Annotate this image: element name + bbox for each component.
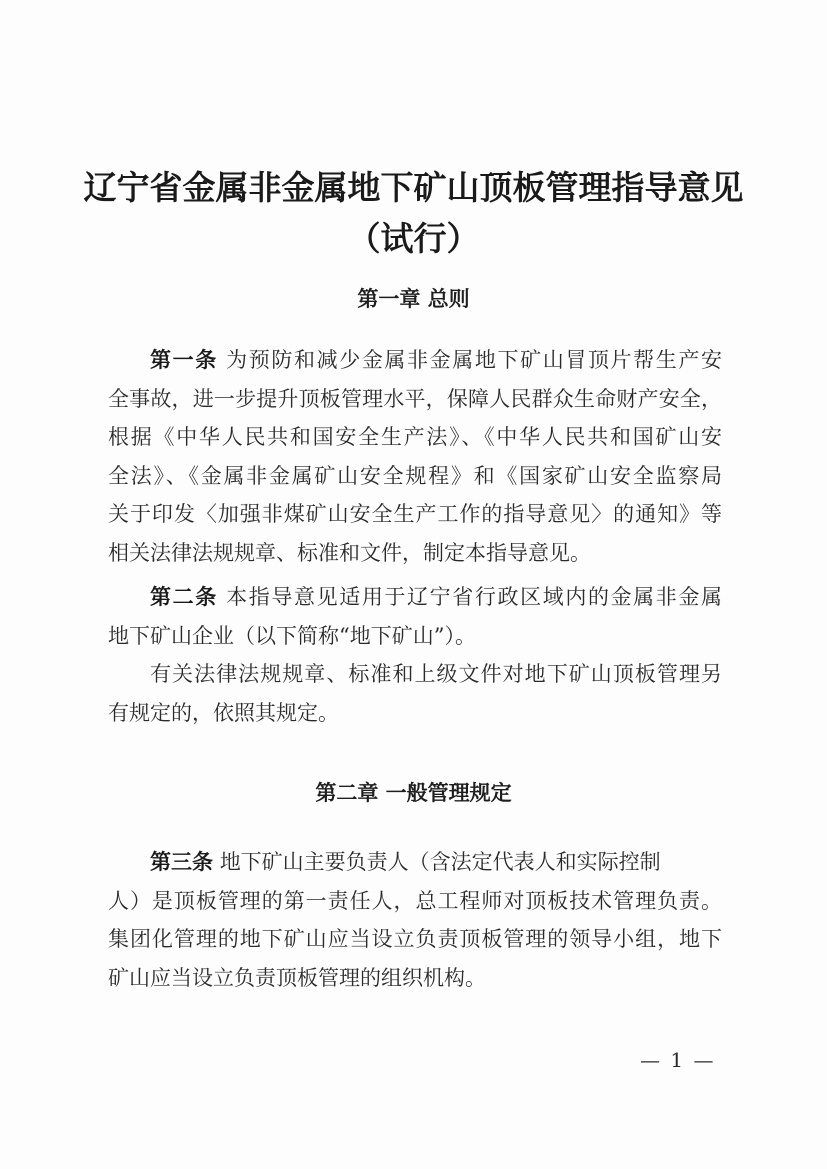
text-line: 有规定的，依照其规定。 [108, 700, 339, 725]
article-label: 第二条 [150, 584, 218, 609]
text-line: 人）是顶板管理的第一责任人，总工程师对顶板技术管理负责。 [108, 888, 722, 913]
text-line: 根据《中华人民共和国安全生产法》、《中华人民共和国矿山安 [108, 425, 722, 450]
text-line: 关于印发〈加强非煤矿山安全生产工作的指导意见〉的通知》等 [108, 502, 722, 527]
chapter-heading: 第二章 一般管理规定 [315, 780, 512, 805]
text-line: 地下矿山企业（以下简称“地下矿山”）。 [108, 623, 476, 648]
text-line: 有关法律法规规章、标准和上级文件对地下矿山顶板管理另 [150, 662, 722, 686]
text-line: 全事故，进一步提升顶板管理水平，保障人民群众生命财产安全， [108, 386, 722, 411]
article-2 [108, 578, 722, 655]
chapter-heading: 第一章 总则 [357, 286, 470, 311]
text-line: 本指导意见适用于辽宁省行政区域内的金属非金属 [226, 585, 722, 609]
article-label: 第三条 [150, 849, 213, 874]
text-line: 相关法律法规规章、标准和文件，制定本指导意见。 [108, 540, 591, 565]
article-1 [108, 341, 722, 573]
paragraph [108, 655, 722, 732]
document-title: 辽宁省金属非金属地下矿山顶板管理指导意见 [83, 168, 744, 207]
article-label: 第一条 [150, 347, 218, 372]
text-line: 为预防和减少金属非金属地下矿山冒顶片帮生产安 [226, 348, 722, 372]
text-line: 集团化管理的地下矿山应当设立负责顶板管理的领导小组，地下 [108, 927, 722, 952]
article-3 [108, 843, 722, 997]
page-number: — 1 — [640, 1048, 716, 1072]
text-line: 矿山应当设立负责顶板管理的组织机构。 [108, 965, 486, 990]
document-subtitle: （试行） [347, 219, 480, 258]
text-line: 全法》、《金属非金属矿山安全规程》和《国家矿山安全监察局 [108, 463, 722, 488]
text-line: 地下矿山主要负责人（含法定代表人和实际控制 [219, 850, 661, 874]
